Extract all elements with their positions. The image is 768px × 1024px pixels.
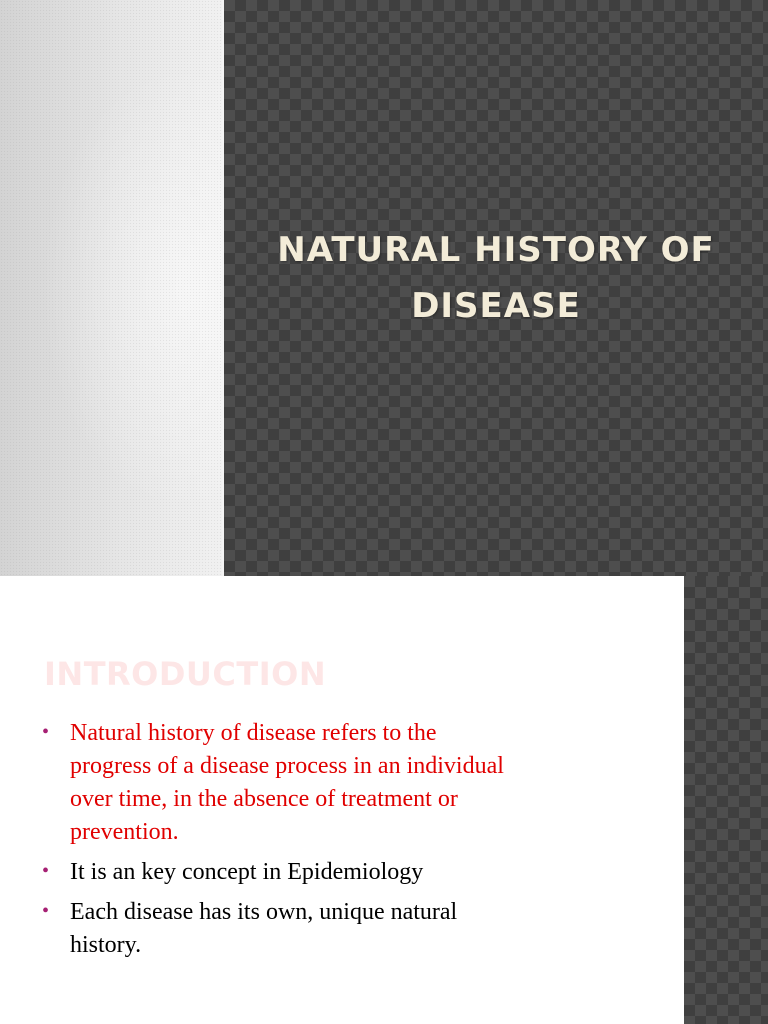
bullet-item-1 [42, 717, 642, 849]
bullet-line: Each disease has its own, unique natural [70, 899, 458, 925]
bullet-list [42, 717, 642, 969]
title-slide-left-panel [0, 0, 222, 576]
bullet-marker-icon: • [42, 721, 50, 743]
content-slide-pattern-strip [684, 576, 768, 1024]
slide-title-line-1: NATURAL HISTORY OF [277, 230, 715, 270]
bullet-text [70, 899, 457, 958]
bullet-text [70, 720, 504, 845]
bullet-marker-icon: • [42, 860, 50, 882]
bullet-line: Natural history of disease refers to the [70, 720, 437, 746]
bullet-marker-icon: • [42, 900, 50, 922]
content-slide [0, 576, 768, 1024]
slide-title [234, 222, 758, 334]
slide-title-line-2: DISEASE [411, 286, 581, 326]
bullet-line: history. [70, 932, 142, 958]
bullet-line: prevention. [70, 819, 179, 845]
bullet-item-3 [42, 896, 642, 962]
bullet-line: progress of a disease process in an individual [70, 753, 504, 779]
section-heading: INTRODUCTION [44, 655, 327, 693]
bullet-line: It is an key concept in Epidemiology [70, 859, 424, 885]
bullet-text [70, 859, 423, 885]
bullet-line: over time, in the absence of treatment or [70, 786, 458, 812]
bullet-item-2 [42, 856, 642, 889]
